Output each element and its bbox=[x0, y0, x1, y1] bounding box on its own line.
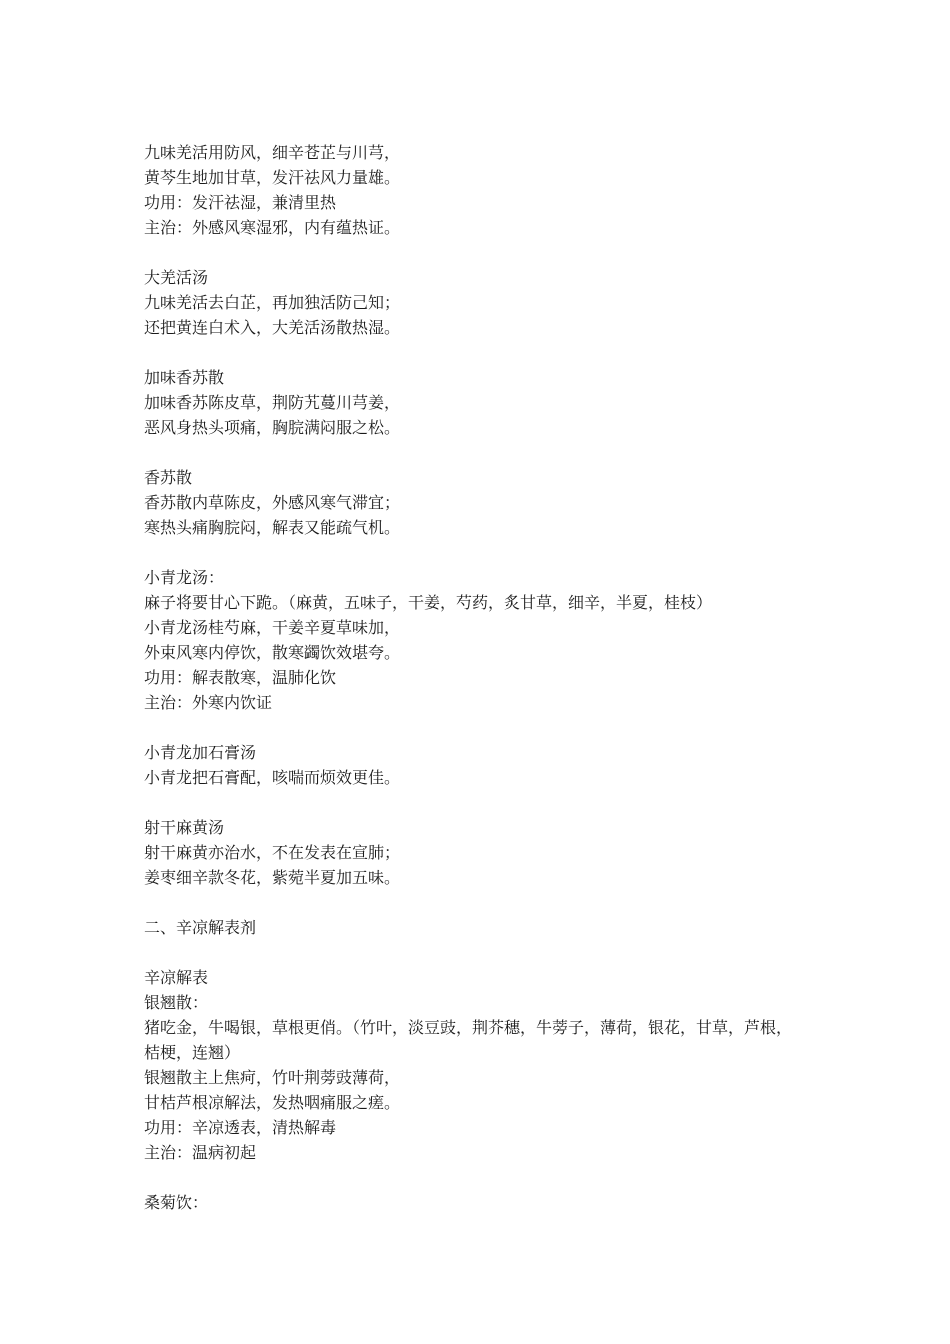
mnemonic-line: 猪吃金，牛喝银，草根更俏。（竹叶，淡豆豉，荆芥穗，牛蒡子，薄荷，银花，甘草，芦根， bbox=[144, 1018, 793, 1037]
verse-line: 甘桔芦根凉解法，发热咽痛服之瘥。 bbox=[144, 1093, 401, 1112]
formula-title: 银翘散： bbox=[144, 993, 209, 1012]
indication-line: 主治：外感风寒湿邪，内有蕴热证。 bbox=[144, 218, 401, 237]
verse-line: 九味羌活去白芷，再加独活防己知； bbox=[144, 293, 401, 312]
section-heading: 二、辛凉解表剂 bbox=[144, 918, 257, 937]
formula-title: 加味香苏散 bbox=[144, 368, 225, 387]
formula-title: 香苏散 bbox=[144, 468, 193, 487]
verse-line: 九味羌活用防风，细辛苍芷与川芎， bbox=[144, 143, 401, 162]
verse-line: 黄芩生地加甘草，发汗祛风力量雄。 bbox=[144, 168, 401, 187]
indication-line: 主治：外寒内饮证 bbox=[144, 693, 273, 712]
verse-line: 外束风寒内停饮，散寒蠲饮效堪夸。 bbox=[144, 643, 401, 662]
verse-line: 小青龙把石膏配，咳喘而烦效更佳。 bbox=[144, 768, 401, 787]
verse-line: 射干麻黄亦治水，不在发表在宣肺； bbox=[144, 843, 401, 862]
formula-title: 射干麻黄汤 bbox=[144, 818, 225, 837]
verse-line: 加味香苏陈皮草，荆防艽蔓川芎姜， bbox=[144, 393, 401, 412]
verse-line: 香苏散内草陈皮，外感风寒气滞宜； bbox=[144, 493, 401, 512]
verse-line: 还把黄连白术入，大羌活汤散热湿。 bbox=[144, 318, 401, 337]
subsection-heading: 辛凉解表 bbox=[144, 968, 209, 987]
formula-title: 小青龙汤： bbox=[144, 568, 225, 587]
formula-title: 桑菊饮： bbox=[144, 1193, 209, 1212]
verse-line: 姜枣细辛款冬花，紫菀半夏加五味。 bbox=[144, 868, 401, 887]
function-line: 功用：发汗祛湿，兼清里热 bbox=[144, 193, 337, 212]
formula-title: 小青龙加石膏汤 bbox=[144, 743, 257, 762]
verse-line: 寒热头痛胸脘闷，解表又能疏气机。 bbox=[144, 518, 401, 537]
mnemonic-line: 麻子将要甘心下跪。（麻黄，五味子，干姜，芍药，炙甘草，细辛，半夏，桂枝） bbox=[144, 593, 713, 612]
function-line: 功用：解表散寒，温肺化饮 bbox=[144, 668, 337, 687]
indication-line: 主治：温病初起 bbox=[144, 1143, 257, 1162]
mnemonic-line: 桔梗，连翘） bbox=[144, 1043, 241, 1062]
formula-title: 大羌活汤 bbox=[144, 268, 209, 287]
verse-line: 恶风身热头项痛，胸脘满闷服之松。 bbox=[144, 418, 401, 437]
function-line: 功用：辛凉透表，清热解毒 bbox=[144, 1118, 337, 1137]
verse-line: 小青龙汤桂芍麻，干姜辛夏草味加， bbox=[144, 618, 401, 637]
verse-line: 银翘散主上焦疴，竹叶荆蒡豉薄荷， bbox=[144, 1068, 401, 1087]
